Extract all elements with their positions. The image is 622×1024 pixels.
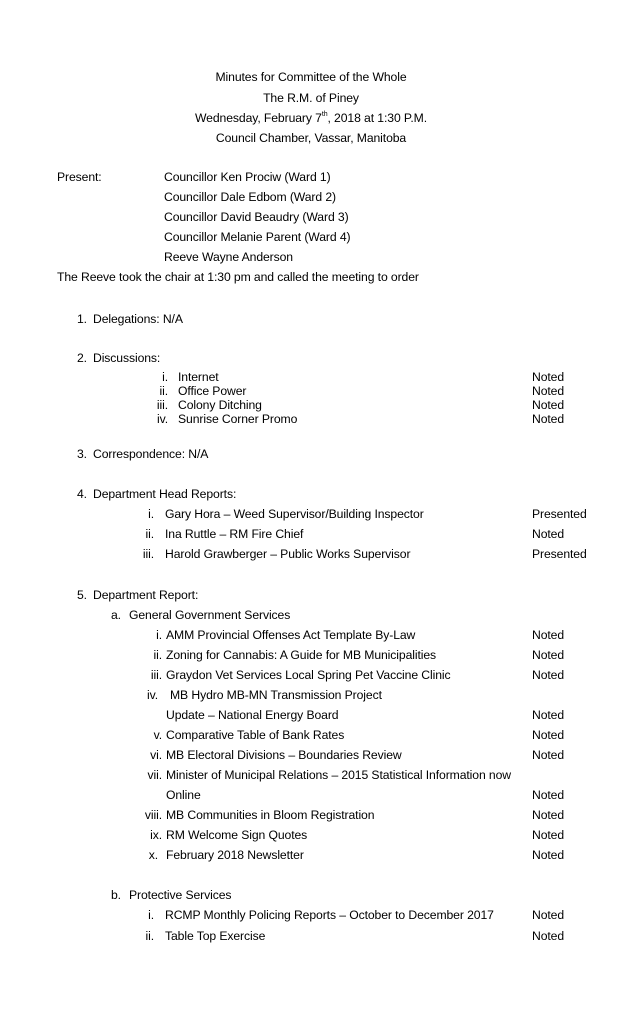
item-number: 5. xyxy=(77,588,87,602)
item-correspondence: Correspondence: N/A xyxy=(93,447,209,461)
item-number: 1. xyxy=(77,312,87,326)
sub-item-number: i. xyxy=(148,507,154,521)
sub-item-text: MB Communities in Bloom Registration xyxy=(166,808,375,822)
sub-item-text: Ina Ruttle – RM Fire Chief xyxy=(165,527,304,541)
sub-item-text: Office Power xyxy=(178,384,247,398)
sub-item-text: Graydon Vet Services Local Spring Pet Vaccine Clinic xyxy=(166,668,451,682)
section-general-government: General Government Services xyxy=(129,608,291,622)
sub-item-continuation: Online xyxy=(166,788,201,802)
sub-item-number: iv. xyxy=(157,412,168,426)
sub-item-number: viii. xyxy=(144,808,162,822)
sub-item-number: x. xyxy=(148,848,158,862)
status-label: Noted xyxy=(532,748,565,762)
sub-item-text: Colony Ditching xyxy=(178,398,262,412)
sub-item-number: iii. xyxy=(150,668,162,682)
sub-item-number: iii. xyxy=(142,547,154,561)
present-member: Councillor Ken Prociw (Ward 1) xyxy=(164,170,331,184)
present-member: Councillor Dale Edbom (Ward 2) xyxy=(164,190,336,204)
status-label: Noted xyxy=(532,668,565,682)
present-label: Present: xyxy=(57,170,102,184)
sub-item-number: ii. xyxy=(145,527,154,541)
sub-item-row xyxy=(142,370,219,385)
status-label: Noted xyxy=(532,908,565,922)
sub-item-text: Gary Hora – Weed Supervisor/Building Inspector xyxy=(165,507,424,521)
sub-item-text: MB Hydro MB-MN Transmission Project xyxy=(170,688,382,702)
sub-item-text: Internet xyxy=(178,370,219,384)
sub-item-number: ix. xyxy=(150,828,162,842)
status-label: Noted xyxy=(532,828,565,842)
sub-item-number: v. xyxy=(153,728,162,742)
item-dept-head-reports: Department Head Reports: xyxy=(93,487,237,501)
status-label: Noted xyxy=(532,648,565,662)
status-label: Presented xyxy=(532,507,587,521)
item-discussions: Discussions: xyxy=(93,351,161,365)
sub-item-row xyxy=(130,748,402,763)
location-line: Council Chamber, Vassar, Manitoba xyxy=(215,131,407,145)
item-delegations: Delegations: N/A xyxy=(93,312,183,326)
sub-item-number: i. xyxy=(156,628,162,642)
sub-item-text: February 2018 Newsletter xyxy=(166,848,304,862)
sub-item-number: vii. xyxy=(147,768,162,782)
sub-item-text: MB Electoral Divisions – Boundaries Review xyxy=(166,748,402,762)
item-number: 2. xyxy=(77,351,87,365)
sub-item-row xyxy=(130,527,304,542)
sub-item-number: ii. xyxy=(145,929,154,943)
status-label: Noted xyxy=(532,398,565,412)
status-label: Noted xyxy=(532,628,565,642)
municipality-line: The R.M. of Piney xyxy=(263,91,359,105)
sub-item-text: Zoning for Cannabis: A Guide for MB Municipalities xyxy=(166,648,437,662)
status-label: Noted xyxy=(532,708,565,722)
sub-item-text: RCMP Monthly Policing Reports – October to December 2017 xyxy=(165,908,494,922)
sub-item-row xyxy=(130,648,437,663)
sub-item-text: Sunrise Corner Promo xyxy=(178,412,298,426)
sub-item-row xyxy=(130,668,451,683)
section-protective-services: Protective Services xyxy=(129,888,232,902)
sub-item-row xyxy=(142,398,262,413)
sub-item-text: Harold Grawberger – Public Works Supervisor xyxy=(165,547,411,561)
date-suffix: th xyxy=(321,110,328,118)
status-label: Presented xyxy=(532,547,587,561)
sub-item-row xyxy=(142,412,298,427)
sub-item-row xyxy=(130,848,304,863)
present-member: Councillor Melanie Parent (Ward 4) xyxy=(164,230,351,244)
status-label: Noted xyxy=(532,728,565,742)
sub-item-text: AMM Provincial Offenses Act Template By-Law xyxy=(166,628,416,642)
sub-item-row xyxy=(130,547,411,562)
sub-item-continuation: Update – National Energy Board xyxy=(166,708,339,722)
sub-item-text: Minister of Municipal Relations – 2015 Statistical Information now xyxy=(166,768,511,782)
sub-item-row xyxy=(130,929,266,944)
status-label: Noted xyxy=(532,788,565,802)
item-number: 3. xyxy=(77,447,87,461)
sub-item-text: RM Welcome Sign Quotes xyxy=(166,828,308,842)
sub-item-number: i. xyxy=(162,370,168,384)
status-label: Noted xyxy=(532,370,565,384)
sub-item-row xyxy=(142,384,247,399)
sub-item-row xyxy=(130,768,511,783)
sub-item-row xyxy=(130,808,375,823)
sub-item-number: iv. xyxy=(147,688,158,702)
status-label: Noted xyxy=(532,384,565,398)
sub-item-number: ii. xyxy=(159,384,168,398)
item-number: 4. xyxy=(77,487,87,501)
section-letter: b. xyxy=(111,888,121,902)
status-label: Noted xyxy=(532,848,565,862)
sub-item-row xyxy=(130,507,424,522)
title-line: Minutes for Committee of the Whole xyxy=(215,70,407,84)
sub-item-row xyxy=(130,628,416,643)
sub-item-row xyxy=(130,828,308,843)
sub-item-number: i. xyxy=(148,908,154,922)
date-time: , 2018 at 1:30 P.M. xyxy=(327,111,427,125)
status-label: Noted xyxy=(532,412,565,426)
sub-item-number: vi. xyxy=(150,748,162,762)
present-member: Reeve Wayne Anderson xyxy=(164,250,293,264)
item-dept-report: Department Report: xyxy=(93,588,199,602)
opening-statement: The Reeve took the chair at 1:30 pm and called the meeting to order xyxy=(57,270,419,284)
sub-item-row xyxy=(130,908,494,923)
status-label: Noted xyxy=(532,527,565,541)
date-text: Wednesday, February 7 xyxy=(195,111,322,125)
sub-item-row xyxy=(130,688,382,703)
sub-item-text: Comparative Table of Bank Rates xyxy=(166,728,345,742)
sub-item-text: Table Top Exercise xyxy=(165,929,266,943)
sub-item-number: iii. xyxy=(156,398,168,412)
status-label: Noted xyxy=(532,808,565,822)
present-member: Councillor David Beaudry (Ward 3) xyxy=(164,210,349,224)
sub-item-row xyxy=(130,728,345,743)
section-letter: a. xyxy=(111,608,121,622)
status-label: Noted xyxy=(532,929,565,943)
date-line xyxy=(0,111,622,126)
sub-item-number: ii. xyxy=(153,648,162,662)
